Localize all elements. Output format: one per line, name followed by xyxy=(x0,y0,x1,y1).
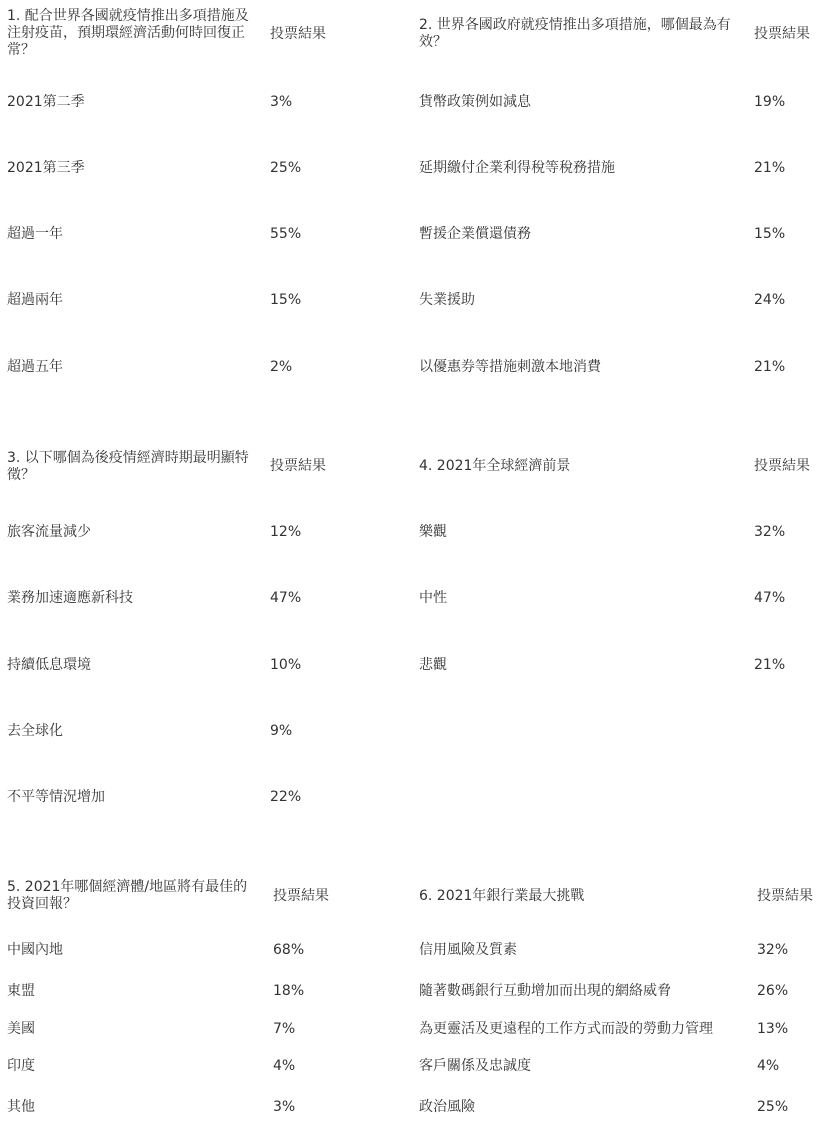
poll-5-result: 18% xyxy=(273,983,305,999)
poll-6-option: 為更靈活及更遠程的工作方式而設的勞動力管理 xyxy=(419,1021,713,1037)
poll-3-option: 業務加速適應新科技 xyxy=(7,590,133,606)
poll-6-result: 32% xyxy=(757,942,789,958)
poll-2-question: 2. 世界各國政府就疫情推出多項措施，哪個最為有效？ xyxy=(419,17,731,50)
poll-5-option: 印度 xyxy=(7,1058,35,1074)
poll-3-result: 9% xyxy=(270,723,293,739)
poll-6-option: 政治風險 xyxy=(419,1099,475,1115)
poll-2-result: 21% xyxy=(754,160,786,176)
poll-2-option: 延期繳付企業利得稅等稅務措施 xyxy=(419,160,615,176)
poll-6-result: 26% xyxy=(757,983,789,999)
poll-1-result: 3% xyxy=(270,94,293,110)
poll-3-option: 持續低息環境 xyxy=(7,657,91,673)
poll-6-option: 信用風險及質素 xyxy=(419,942,517,958)
poll-1-option: 2021第三季 xyxy=(7,160,85,176)
poll-3-option: 去全球化 xyxy=(7,723,63,739)
poll-3-option: 旅客流量減少 xyxy=(7,524,91,540)
poll-1-option: 超過五年 xyxy=(7,359,63,375)
poll-5-option: 中國內地 xyxy=(7,942,63,958)
poll-5-option: 美國 xyxy=(7,1021,35,1037)
poll-4-result: 32% xyxy=(754,524,786,540)
poll-2-result-header: 投票結果 xyxy=(754,26,810,42)
poll-6-question: 6. 2021年銀行業最大挑戰 xyxy=(419,888,585,904)
poll-1-option: 超過一年 xyxy=(7,226,63,242)
poll-1-result: 25% xyxy=(270,160,302,176)
poll-3-result: 22% xyxy=(270,789,302,805)
poll-5-result: 68% xyxy=(273,942,305,958)
poll-4-option: 樂觀 xyxy=(419,524,447,540)
poll-3-result: 47% xyxy=(270,590,302,606)
poll-3-result: 12% xyxy=(270,524,302,540)
poll-2-option: 以優惠券等措施刺激本地消費 xyxy=(419,359,601,375)
poll-1-option: 超過兩年 xyxy=(7,292,63,308)
poll-1-result: 55% xyxy=(270,226,302,242)
poll-5-question: 5. 2021年哪個經濟體/地區將有最佳的投資回報？ xyxy=(7,879,248,912)
poll-2-result: 19% xyxy=(754,94,786,110)
poll-2-option: 暫援企業償還債務 xyxy=(419,226,531,242)
poll-1-question: 1. 配合世界各國就疫情推出多項措施及注射疫苗，預期環經濟活動何時回復正常？ xyxy=(7,8,249,58)
poll-5-option: 東盟 xyxy=(7,983,35,999)
poll-4-result: 21% xyxy=(754,657,786,673)
poll-1-result: 2% xyxy=(270,359,293,375)
poll-3-option: 不平等情況增加 xyxy=(7,789,105,805)
poll-6-result: 13% xyxy=(757,1021,789,1037)
poll-3-result-header: 投票結果 xyxy=(270,458,326,474)
poll-5-option: 其他 xyxy=(7,1099,35,1115)
poll-5-result-header: 投票結果 xyxy=(273,888,329,904)
poll-5-result: 3% xyxy=(273,1099,296,1115)
poll-4-option: 中性 xyxy=(419,590,447,606)
poll-2-option: 失業援助 xyxy=(419,292,475,308)
poll-4-question: 4. 2021年全球經濟前景 xyxy=(419,458,571,474)
poll-5-result: 7% xyxy=(273,1021,296,1037)
poll-4-option: 悲觀 xyxy=(419,657,447,673)
poll-2-option: 貨幣政策例如減息 xyxy=(419,94,531,110)
poll-6-result-header: 投票結果 xyxy=(757,888,813,904)
poll-4-result-header: 投票結果 xyxy=(754,458,810,474)
poll-3-result: 10% xyxy=(270,657,302,673)
poll-4-result: 47% xyxy=(754,590,786,606)
poll-6-option: 客戶關係及忠誠度 xyxy=(419,1058,531,1074)
poll-5-result: 4% xyxy=(273,1058,296,1074)
poll-2-result: 21% xyxy=(754,359,786,375)
poll-1-option: 2021第二季 xyxy=(7,94,85,110)
poll-2-result: 24% xyxy=(754,292,786,308)
poll-1-result-header: 投票結果 xyxy=(270,26,326,42)
poll-3-question: 3. 以下哪個為後疫情經濟時期最明顯特徵？ xyxy=(7,450,249,483)
poll-1-result: 15% xyxy=(270,292,302,308)
poll-6-result: 25% xyxy=(757,1099,789,1115)
poll-6-option: 隨著數碼銀行互動增加而出現的網絡威脅 xyxy=(419,983,671,999)
poll-2-result: 15% xyxy=(754,226,786,242)
poll-6-result: 4% xyxy=(757,1058,780,1074)
